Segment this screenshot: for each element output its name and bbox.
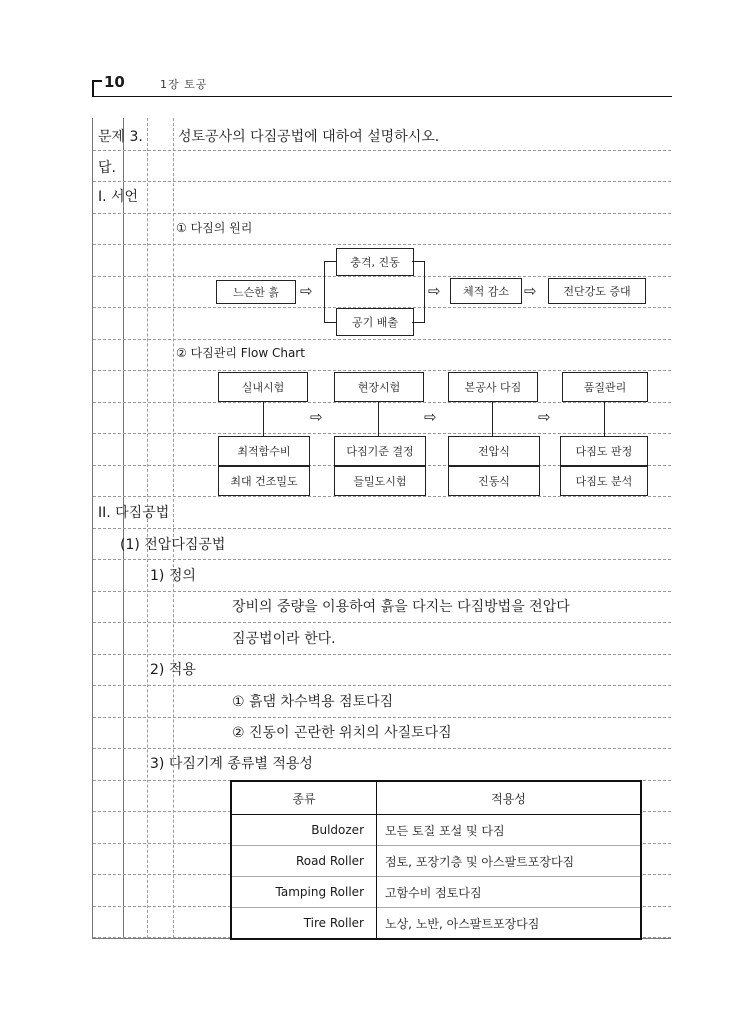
- flow-connector: [492, 402, 493, 436]
- section-2-title: II. 다짐공법: [98, 505, 170, 521]
- flow-sub-4b: 다짐도 분석: [560, 466, 648, 496]
- arrow-icon: ⇨: [428, 282, 441, 300]
- table-cell-equipment: Road Roller: [231, 846, 377, 877]
- ruled-line: [93, 433, 671, 434]
- flow-head-1: 실내시험: [218, 372, 308, 402]
- flow-head-2: 현장시험: [334, 372, 424, 402]
- branch-bracket-right: [412, 261, 425, 323]
- question-label: 문제 3.: [98, 129, 143, 145]
- flow-head-4: 품질관리: [562, 372, 648, 402]
- ruled-line: [93, 528, 671, 529]
- definition-line-1: 장비의 중량을 이용하여 흙을 다지는 다짐방법을 전압다: [232, 599, 570, 615]
- flow-sub-4a: 다짐도 판정: [560, 436, 648, 466]
- arrow-icon: ⇨: [524, 282, 537, 300]
- table-row: [231, 877, 641, 908]
- flowchart-title: ② 다짐관리 Flow Chart: [176, 346, 305, 360]
- shear-strength-box: 전단강도 증대: [548, 278, 646, 304]
- volume-reduction-box: 체적 감소: [450, 278, 522, 304]
- principle-title: ① 다짐의 원리: [176, 221, 253, 235]
- table-cell-applicability: 고함수비 점토다짐: [377, 877, 642, 908]
- arrow-icon: ⇨: [424, 408, 437, 426]
- application-title: 2) 적용: [150, 662, 196, 678]
- ruled-line: [93, 559, 671, 560]
- table-row: [231, 846, 641, 877]
- table-cell-applicability: 모든 토질 포설 및 다짐: [385, 823, 505, 838]
- equipment-title: 3) 다짐기계 종류별 적용성: [150, 756, 313, 772]
- arrow-icon: ⇨: [310, 408, 323, 426]
- definition-line-2: 짐공법이라 한다.: [232, 631, 336, 647]
- flow-connector: [263, 402, 264, 436]
- chapter-title: 1장 토공: [160, 78, 208, 91]
- air-expulsion-box: 공기 배출: [336, 308, 414, 336]
- ruled-line: [93, 622, 671, 623]
- flow-connector: [604, 402, 605, 436]
- flow-sub-1a: 최적함수비: [218, 436, 310, 466]
- flow-sub-3b: 진동식: [448, 466, 540, 496]
- ruled-line: [93, 654, 671, 655]
- ruled-line: [93, 339, 671, 340]
- table-cell-applicability: 점토, 포장기층 및 아스팔트포장다짐: [377, 846, 642, 877]
- table-row: [231, 815, 641, 846]
- ruled-line: [93, 496, 671, 497]
- table-row: [231, 908, 641, 940]
- answer-label: 답.: [98, 160, 116, 176]
- impact-vibration-box: 충격, 진동: [336, 248, 414, 276]
- flow-connector: [378, 402, 379, 436]
- ruled-line: [93, 591, 671, 592]
- table-header-type: 종류: [231, 781, 377, 815]
- table-header-row: [231, 781, 641, 815]
- loose-soil-box: 느슨한 흙: [216, 280, 296, 304]
- flow-sub-3a: 전압식: [448, 436, 540, 466]
- subsection-1-title: (1) 전압다짐공법: [120, 537, 226, 553]
- arrow-icon: ⇨: [300, 282, 313, 300]
- ruled-line: [93, 370, 671, 371]
- ruled-line: [93, 213, 671, 214]
- flow-head-3: 본공사 다짐: [448, 372, 538, 402]
- definition-title: 1) 정의: [150, 568, 196, 584]
- application-item-1: ① 흙댐 차수벽용 점토다짐: [232, 694, 394, 710]
- table-cell-equipment: Tamping Roller: [231, 877, 377, 908]
- ruled-line: [93, 244, 671, 245]
- table-cell-equipment: Buldozer: [231, 815, 377, 846]
- flow-sub-2a: 다짐기준 결정: [334, 436, 426, 466]
- header-rule: [92, 96, 672, 97]
- page-number: 10: [104, 73, 125, 91]
- question-text: 성토공사의 다짐공법에 대하여 설명하시오.: [178, 129, 440, 145]
- table-header-applicability: 적용성: [377, 781, 642, 815]
- ruled-line: [93, 748, 671, 749]
- flow-sub-1b: 최대 건조밀도: [218, 466, 310, 496]
- ruled-line: [93, 685, 671, 686]
- table-cell-applicability: 노상, 노반, 아스팔트포장다짐: [377, 908, 642, 940]
- ruled-line: [93, 181, 671, 182]
- ruled-line: [93, 150, 671, 151]
- table-cell-equipment: Tire Roller: [231, 908, 377, 940]
- flow-sub-2b: 들밀도시험: [334, 466, 426, 496]
- arrow-icon: ⇨: [538, 408, 551, 426]
- equipment-table: [230, 780, 642, 940]
- header-corner-mark: [92, 80, 102, 96]
- application-item-2: ② 진동이 곤란한 위치의 사질토다짐: [232, 725, 452, 741]
- section-1-title: I. 서언: [98, 189, 139, 205]
- ruled-line: [93, 717, 671, 718]
